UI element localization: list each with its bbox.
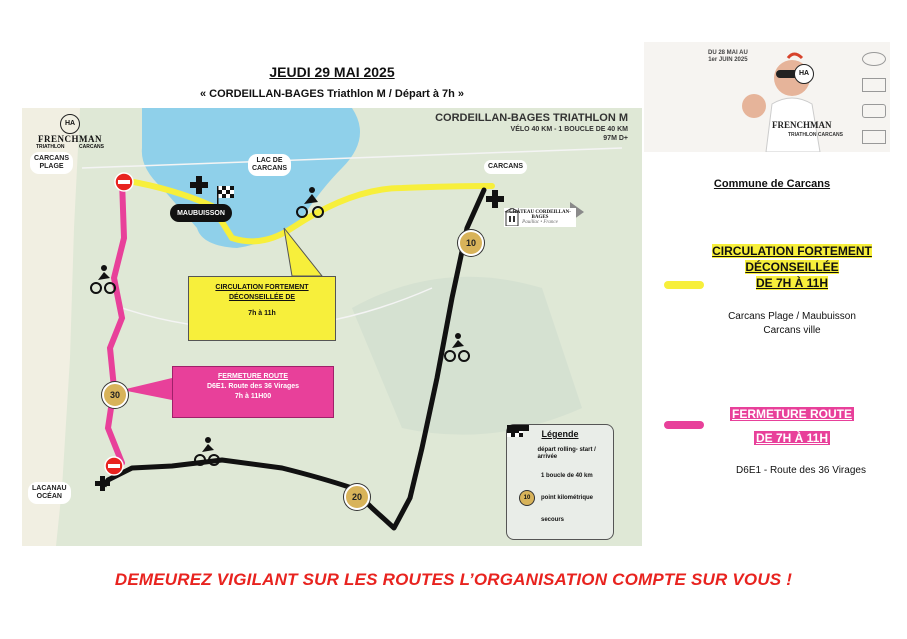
banner-brand: FRENCHMAN xyxy=(772,120,832,130)
banner-sub: TRIATHLON CARCANS xyxy=(788,132,843,138)
yellow-line3: DE 7H À 11H xyxy=(755,276,829,290)
banner-dates-line2: 1er JUIN 2025 xyxy=(708,57,748,63)
cross-icon xyxy=(507,425,519,437)
place-carcans-plage: CARCANS PLAGE xyxy=(30,152,73,174)
no-entry-icon xyxy=(115,173,133,191)
legend-label: point kilométrique xyxy=(541,494,594,501)
km-marker-30: 30 xyxy=(102,382,128,408)
footer-warning: DEMEUREZ VIGILANT SUR LES ROUTES L’ORGANISATION COMPTE SUR VOUS ! xyxy=(114,570,793,589)
callout-yellow xyxy=(188,276,336,341)
legend-item xyxy=(513,487,607,509)
brand-name: FRENCHMAN xyxy=(38,134,102,144)
route-info xyxy=(511,125,628,143)
pink-legend-bar xyxy=(664,421,704,429)
banner-ha-logo: HA xyxy=(794,64,814,84)
place-carcans: CARCANS xyxy=(484,160,527,174)
yellow-places xyxy=(704,310,880,338)
legend xyxy=(506,424,614,540)
event-subtitle: « CORDEILLAN-BAGES Triathlon M / Départ à 7h » xyxy=(199,88,465,100)
route-title: CORDEILLAN-BAGES TRIATHLON M xyxy=(435,112,628,124)
sponsor-logo xyxy=(862,104,886,118)
pink-line2: DE 7H À 11H xyxy=(755,431,829,445)
frenchman-map-logo xyxy=(30,112,110,150)
callout-yellow-line1: CIRCULATION FORTEMENT xyxy=(215,284,309,291)
callout-yellow-line3: 7h à 11h xyxy=(248,310,276,317)
brand-left-sub: TRIATHLON xyxy=(36,144,65,150)
route-distance: VÉLO 40 KM - 1 BOUCLE DE 40 KM xyxy=(510,126,628,133)
legend-label: secours xyxy=(541,516,565,523)
legend-label: départ rolling- start / arrivée xyxy=(537,447,596,460)
legend-item xyxy=(513,509,607,531)
callout-yellow-line2: DÉCONSEILLÉE DE xyxy=(228,294,296,301)
legend-label: 1 boucle de 40 km xyxy=(541,472,593,479)
pink-line1: FERMETURE ROUTE xyxy=(732,407,852,421)
route-elevation: 97M D+ xyxy=(603,135,628,142)
chateau-logo xyxy=(504,208,576,227)
banner-dates xyxy=(708,50,748,64)
legend-title: Légende xyxy=(541,429,579,439)
callout-pink-line2: D6E1. Route des 36 Virages xyxy=(206,383,300,390)
place-maubuisson: MAUBUISSON xyxy=(170,204,232,222)
sponsor-logo xyxy=(862,130,886,144)
ha-logo: HA xyxy=(60,114,80,134)
chateau-tagline: Pauillac • France xyxy=(522,220,558,225)
sponsor-logo-strip xyxy=(862,52,886,144)
sponsor-logo xyxy=(862,52,886,66)
legend-item xyxy=(513,443,607,465)
yellow-places-2: Carcans ville xyxy=(763,325,821,336)
yellow-places-1: Carcans Plage / Maubuisson xyxy=(728,311,856,322)
callout-pink xyxy=(172,366,334,418)
chateau-icon xyxy=(504,208,520,226)
banner-dates-line1: DU 28 MAI AU xyxy=(708,50,748,56)
place-lacanau: LACANAU OCÉAN xyxy=(28,482,71,504)
yellow-line2: DÉCONSEILLÉE xyxy=(745,260,839,274)
date-title: JEUDI 29 MAI 2025 xyxy=(269,64,395,80)
yellow-section-title xyxy=(704,243,880,291)
sponsor-logo xyxy=(862,78,886,92)
callout-pink-line1: FERMETURE ROUTE xyxy=(218,373,288,380)
callout-pink-line3: 7h à 11H00 xyxy=(234,393,272,400)
route-map[interactable] xyxy=(22,108,642,546)
legend-item xyxy=(513,465,607,487)
pink-section-title xyxy=(704,402,880,450)
event-banner xyxy=(644,42,890,152)
place-lac: LAC DE CARCANS xyxy=(248,154,291,176)
km-marker-20: 20 xyxy=(344,484,370,510)
yellow-legend-bar xyxy=(664,281,704,289)
pink-road: D6E1 - Route des 36 Virages xyxy=(736,465,866,476)
brand-right-sub: CARCANS xyxy=(79,144,104,150)
no-entry-icon xyxy=(105,457,123,475)
km-badge-icon: 10 xyxy=(520,491,534,505)
commune-title: Commune de Carcans xyxy=(713,178,831,190)
yellow-line1: CIRCULATION FORTEMENT xyxy=(712,244,872,258)
km-marker-10: 10 xyxy=(458,230,484,256)
chateau-name: CHÂTEAU CORDEILLAN-BAGES xyxy=(509,210,571,220)
